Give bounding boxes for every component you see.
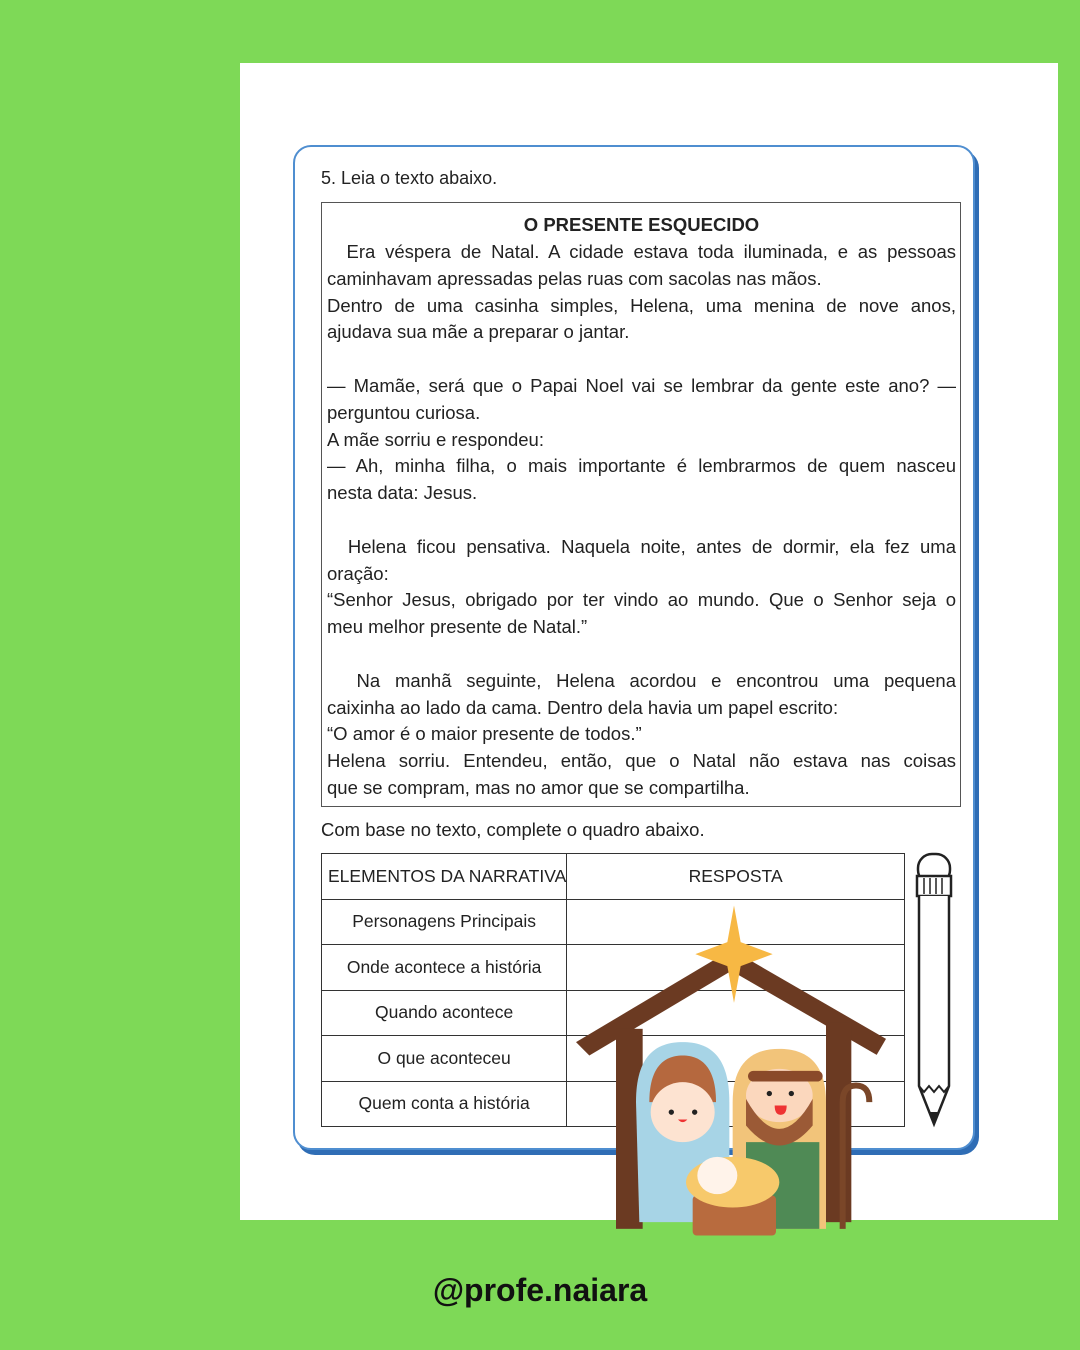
story-line <box>327 640 956 667</box>
question-label: 5. Leia o texto abaixo. <box>321 168 498 188</box>
nativity-illustration <box>576 902 896 1249</box>
baby-jesus-figure <box>686 1157 779 1236</box>
story-line: que se compram, mas no amor que se compartilha. <box>327 777 750 798</box>
story-line: Helena ficou pensativa. Naquela noite, antes de dormir, ela fez uma <box>327 535 956 557</box>
author-handle: @profe.naiara <box>432 1272 648 1308</box>
story-line: meu melhor presente de Natal.” <box>327 616 588 638</box>
element-label: Quem conta a história <box>322 1081 567 1127</box>
element-label: Personagens Principais <box>322 899 567 945</box>
story-line: ajudava sua mãe a preparar o jantar. <box>327 321 630 343</box>
element-label: Onde acontece a história <box>322 945 567 991</box>
story-line: caminhavam apressadas pelas ruas com sacolas nas mãos. <box>327 267 822 289</box>
stable-post-right <box>826 1022 851 1222</box>
story-line: “Senhor Jesus, obrigado por ter vindo ao mundo. Que o Senhor seja o <box>327 589 956 611</box>
element-label: O que aconteceu <box>322 1036 567 1082</box>
story-line: caixinha ao lado da cama. Dentro dela havia um papel escrito: <box>327 696 839 718</box>
story-line: A mãe sorriu e respondeu: <box>327 428 544 450</box>
table-header-row <box>322 854 905 900</box>
instruction-text: Com base no texto, complete o quadro abaixo. <box>321 819 705 840</box>
story-line: Na manhã seguinte, Helena acordou e encontrou uma pequena <box>327 669 956 691</box>
header-elements: ELEMENTOS DA NARRATIVA <box>322 854 567 900</box>
story-box <box>321 202 961 807</box>
header-answer: RESPOSTA <box>567 854 905 900</box>
star-icon <box>695 906 772 1003</box>
story-line: oração: <box>327 562 389 584</box>
story-title: O PRESENTE ESQUECIDO <box>523 214 760 235</box>
story-line: Dentro de uma casinha simples, Helena, uma menina de nove anos, <box>327 294 956 316</box>
story-line <box>327 506 956 533</box>
story-line: perguntou curiosa. <box>327 401 481 423</box>
story-line <box>327 345 956 372</box>
pencil-icon <box>912 850 956 1130</box>
story-line: Era véspera de Natal. A cidade estava toda iluminada, e as pessoas <box>327 241 956 262</box>
element-label: Quando acontece <box>322 990 567 1036</box>
story-line: nesta data: Jesus. <box>327 482 478 504</box>
story-line: — Ah, minha filha, o mais importante é lembrarmos de quem nasceu <box>327 455 956 477</box>
story-line: — Mamãe, será que o Papai Noel vai se lembrar da gente este ano? — <box>327 375 956 396</box>
story-line: Helena sorriu. Entendeu, então, que o Natal não estava nas coisas <box>327 750 956 772</box>
story-line: “O amor é o maior presente de todos.” <box>327 723 642 745</box>
